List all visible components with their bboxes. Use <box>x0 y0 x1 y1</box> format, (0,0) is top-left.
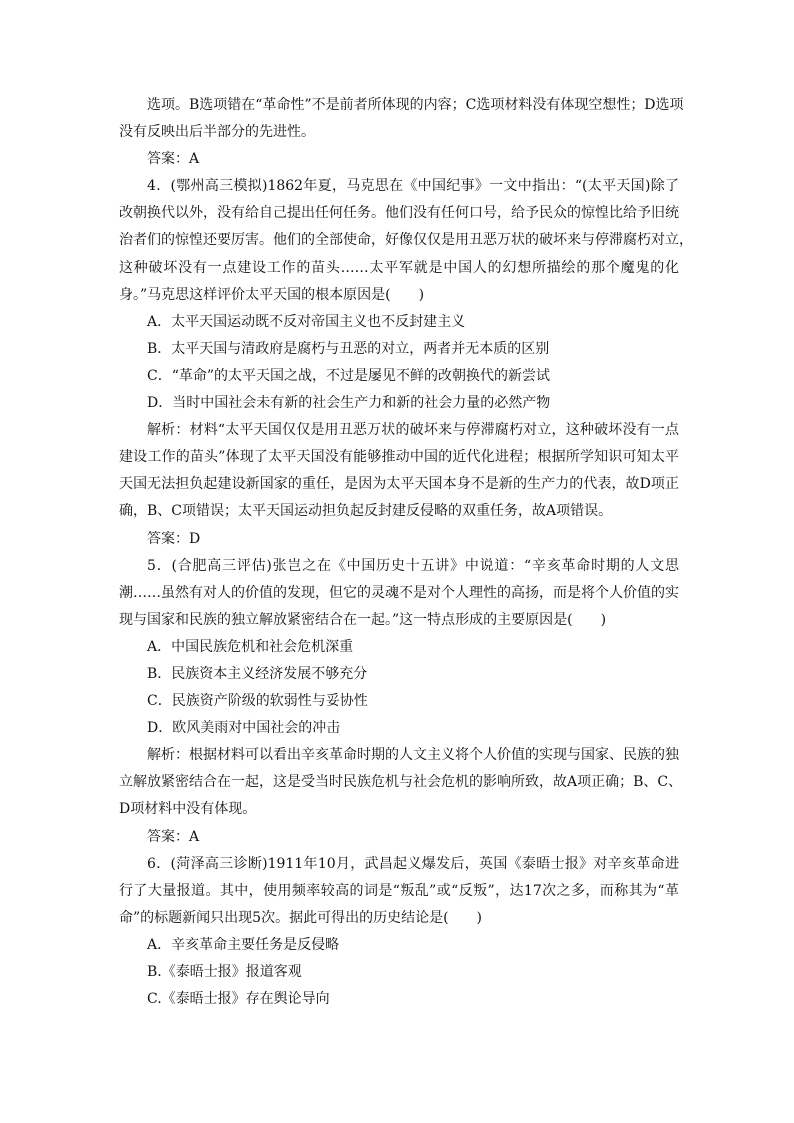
question-stem-line: 改朝换代以外，没有给自己提出任何任务。他们没有任何口号，给予民众的惊惶比给予旧统 <box>119 205 679 222</box>
analysis-line: 天国无法担负起建设新国家的重任，是因为太平天国本身不是新的生产力的代表，故D项正 <box>119 476 679 493</box>
analysis-line: 立解放紧密结合在一起，这是受当时民族危机与社会危机的影响所致，故A项正确；B、C、 <box>119 774 683 791</box>
answer-option: C．民族资产阶级的软弱性与妥协性 <box>147 693 368 710</box>
answer-label: 答案：A <box>147 151 200 168</box>
analysis-line: 没有反映出后半部分的先进性。 <box>119 124 315 141</box>
answer-label: 答案：D <box>147 530 201 547</box>
answer-option: B．民族资本主义经济发展不够充分 <box>147 665 368 682</box>
question-stem-line: 6．(菏泽高三诊断)1911年10月，武昌起义爆发后，英国《泰晤士报》对辛亥革命进 <box>147 855 679 872</box>
answer-option: C.《泰晤士报》存在舆论导向 <box>147 991 330 1008</box>
question-stem-line: 潮……虽然有对人的价值的发现，但它的灵魂不是对个人理性的高扬，而是将个人价值的实 <box>119 584 679 601</box>
analysis-line: 选项。B选项错在“革命性”不是前者所体现的内容；C选项材料没有体现空想性；D选项 <box>147 97 684 113</box>
answer-option: A．中国民族危机和社会危机深重 <box>147 638 354 655</box>
question-stem-line: 命”的标题新闻只出现5次。据此可得出的历史结论是( ) <box>119 909 482 926</box>
question-stem-line: 4．(鄂州高三模拟)1862年夏，马克思在《中国纪事》一文中指出：“(太平天国)除了 <box>147 178 679 195</box>
question-stem-line: 这种破坏没有一点建设工作的苗头……太平军就是中国人的幻想所描绘的那个魔鬼的化 <box>119 259 679 276</box>
question-stem-line: 治者们的惊惶还要厉害。他们的全部使命，好像仅仅是用丑恶万状的破坏来与停滞腐朽对立， <box>119 232 693 249</box>
answer-option: A．太平天国运动既不反对帝国主义也不反封建主义 <box>147 313 466 330</box>
question-stem-line: 行了大量报道。其中，使用频率较高的词是“叛乱”或“反叛”，达17次之多，而称其为“革 <box>119 882 679 899</box>
document-page <box>119 92 693 1013</box>
question-stem-line: 现与国家和民族的独立解放紧密结合在一起。”这一特点形成的主要原因是( ) <box>119 611 607 628</box>
answer-option: D．欧风美雨对中国社会的冲击 <box>147 720 341 737</box>
answer-option: C．“革命”的太平天国之战，不过是屡见不鲜的改朝换代的新尝试 <box>147 367 551 384</box>
analysis-line: 解析：材料“太平天国仅仅是用丑恶万状的破坏来与停滞腐朽对立，这种破坏没有一点 <box>147 422 679 439</box>
analysis-line: 建设工作的苗头”体现了太平天国没有能够推动中国的近代化进程；根据所学知识可知太平 <box>119 449 679 466</box>
answer-label: 答案：A <box>147 828 200 845</box>
answer-option: A．辛亥革命主要任务是反侵略 <box>147 936 340 953</box>
question-stem-line: 身。”马克思这样评价太平天国的根本原因是( ) <box>119 286 425 303</box>
analysis-line: 解析：根据材料可以看出辛亥革命时期的人文主义将个人价值的实现与国家、民族的独 <box>147 747 679 764</box>
analysis-line: 确，B、C项错误；太平天国运动担负起反封建反侵略的双重任务，故A项错误。 <box>119 503 613 520</box>
analysis-line: D项材料中没有体现。 <box>119 801 257 818</box>
question-stem-line: 5．(合肥高三评估)张岂之在《中国历史十五讲》中说道：“辛亥革命时期的人文思 <box>147 557 679 574</box>
answer-option: B.《泰晤士报》报道客观 <box>147 964 302 980</box>
answer-option: B．太平天国与清政府是腐朽与丑恶的对立，两者并无本质的区别 <box>147 340 550 357</box>
answer-option: D．当时中国社会未有新的社会生产力和新的社会力量的必然产物 <box>147 395 551 412</box>
